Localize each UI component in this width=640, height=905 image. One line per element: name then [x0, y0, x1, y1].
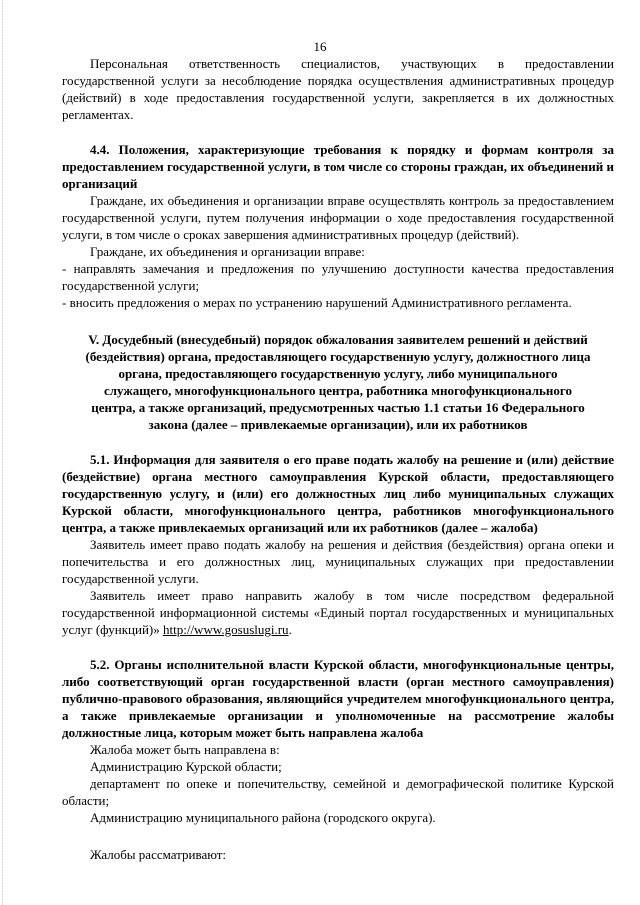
- paragraph-complaint-portal: [62, 587, 614, 638]
- list-item-municipal-administration: Администрацию муниципального района (городского округа).: [90, 810, 436, 825]
- paragraph-complaint-sent-to: Жалоба может быть направлена в:: [90, 742, 280, 757]
- paragraph-responsibility: Персональная ответственность специалистов, участвующих в предоставлении государственной услуги за несоблюдение порядка осуществления административных процедур (действий) в ходе предоставления государственной услуги, закрепляется в их должностных регламентах.: [62, 56, 614, 122]
- page-number: 16: [313, 39, 327, 54]
- section-heading-5-2: 5.2. Органы исполнительной власти Курской области, многофункциональные центры, либо соответствующий орган государственной власти (орган местного самоуправления) публично-правового образования, являющийся учредителем многофункционального центра, а также привлекаемые организации и уполномоченные на рассмотрение жалобы должностные лица, которым может быть направлена жалоба: [62, 657, 614, 740]
- paragraph-complaints-reviewed-by: Жалобы рассматривают:: [90, 847, 227, 862]
- paragraph-complaint-portal-end: .: [288, 622, 292, 637]
- list-item-kursk-administration: Администрацию Курской области;: [90, 759, 282, 774]
- section-heading-4-4: 4.4. Положения, характеризующие требования к порядку и формам контроля за предоставлением государственной услуги, в том числе со стороны граждан, их объединений и организаций: [62, 142, 614, 191]
- scan-margin-line: [2, 0, 4, 905]
- document-body: [62, 55, 614, 863]
- chapter-heading-5: V. Досудебный (внесудебный) порядок обжалования заявителем решений и действий (бездействия) органа, предоставляющего государственную услугу, должностного лица органа, предоставляющего государственную услугу, либо муниципального служащего, многофункционального центра, работника многофункционального центра, а также организаций, предусмотренных частью 1.1 статьи 16 Федерального закона (далее – привлекаемые организации), или их работников: [85, 332, 591, 432]
- list-item-guardianship-department: департамент по опеке и попечительству, семейной и демографической политике Курской области;: [62, 776, 614, 808]
- paragraph-complaint-right: Заявитель имеет право подать жалобу на решения и действия (бездействия) органа опеки и попечительства и его должностных лиц, муниципальных служащих при предоставлении государственной услуги.: [62, 537, 614, 586]
- gosuslugi-link[interactable]: http://www.gosuslugi.ru: [163, 622, 289, 637]
- paragraph-complaint-portal-text: Заявитель имеет право направить жалобу в том числе посредством федеральной государственной информационной системы «Единый портал государственных и муниципальных услуг (функций)»: [62, 588, 614, 637]
- section-heading-5-1: 5.1. Информация для заявителя о его праве подать жалобу на решение и (или) действие (бездействие) органа местного самоуправления Курской области, предоставляющего государственную услугу, и (или) его должностных лиц либо муниципальных служащих Курской области, многофункционального центра, работников многофункционального центра, а также привлекаемых организаций или их работников (далее – жалоба): [62, 452, 614, 535]
- paragraph-citizens-rights: Граждане, их объединения и организации вправе:: [90, 244, 365, 259]
- paragraph-citizens-control: Граждане, их объединения и организации вправе осуществлять контроль за предоставлением государственной услуги, путем получения информации о ходе предоставления государственной услуги, в том числе о сроках завершения административных процедур (действий).: [62, 193, 614, 242]
- list-item-remarks: - направлять замечания и предложения по улучшению доступности качества предоставления государственной услуги;: [62, 261, 614, 293]
- list-item-proposals: - вносить предложения о мерах по устранению нарушений Административного регламента.: [62, 295, 572, 310]
